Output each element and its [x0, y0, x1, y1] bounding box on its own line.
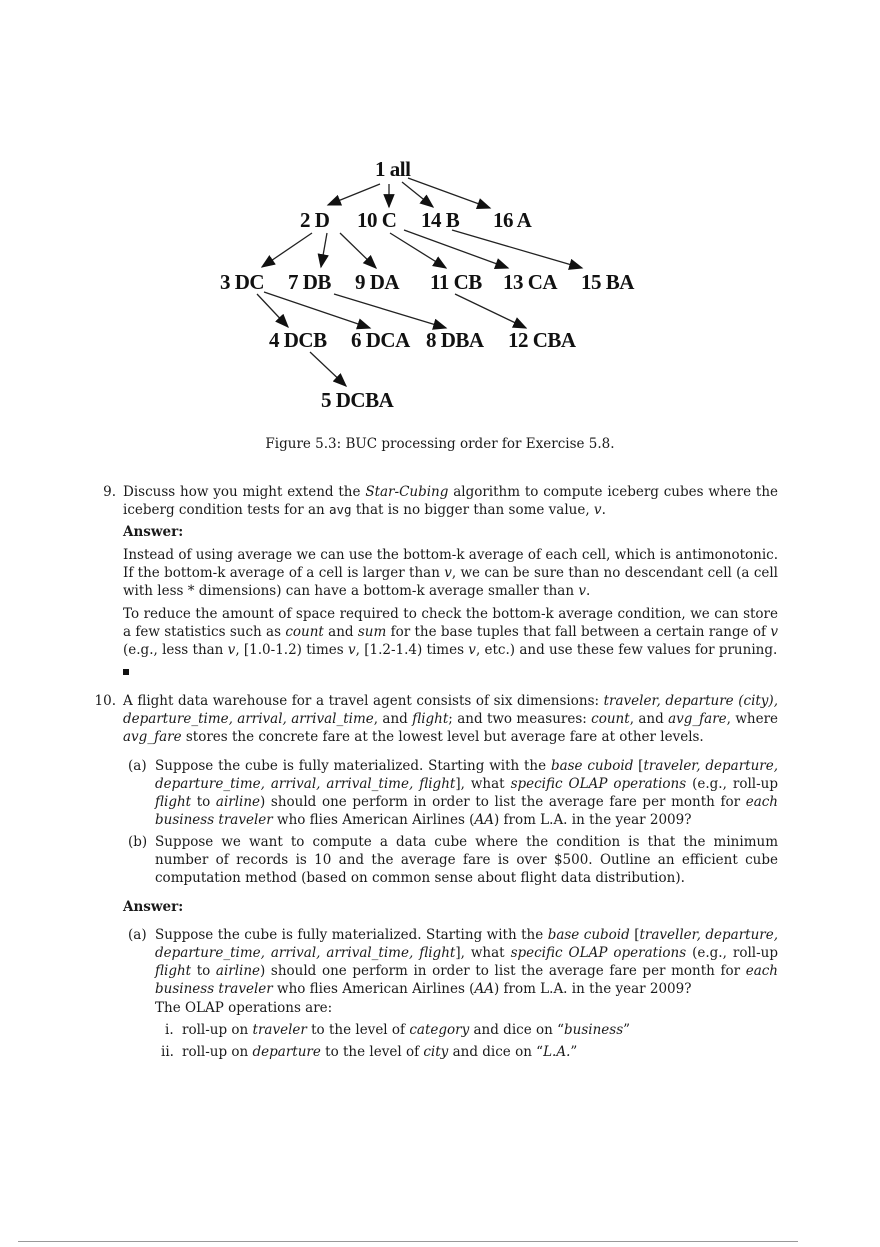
node-a: 16 A	[493, 208, 532, 232]
node-cb: 11 CB	[430, 270, 482, 294]
q10-intro: A flight data warehouse for a travel agent consists of six dimensions: traveler, departure (city), departure_time, arrival, arrival_time, and flight; and two measures: count, and avg_fare, where avg_fare stores the concrete fare at the lowest level but average fare at other levels.	[123, 693, 779, 745]
q9-prompt: Discuss how you might extend the Star-Cubing algorithm to compute iceberg cubes where the iceberg condition tests for an avg that is no bigger than some value, v.	[123, 484, 779, 518]
q10-number: 10.	[94, 693, 116, 709]
q10-answer-label: Answer:	[123, 899, 184, 915]
edge-dc-dca	[264, 292, 370, 328]
edge-cb-cba	[455, 294, 526, 328]
op-i-text: roll-up on traveler to the level of category and dice on “business”	[182, 1022, 631, 1038]
edge-c-cb	[390, 233, 446, 268]
q9-number: 9.	[103, 484, 116, 500]
node-dcba: 5 DCBA	[321, 388, 394, 412]
figure-caption: Figure 5.3: BUC processing order for Exercise 5.8.	[265, 436, 615, 452]
q9-answer-paragraph-1: Instead of using average we can use the bottom-k average of each cell, which is antimonotonic. If the bottom-k average of a cell is larger than v, we can be sure than no descendant cell (a cell with less * dimensions) can have a bottom-k average smaller than v.	[123, 547, 778, 599]
edge-d-db	[321, 233, 327, 267]
node-db: 7 DB	[288, 270, 331, 294]
edge-c-ca	[404, 230, 508, 268]
edge-b-ba	[452, 230, 582, 268]
edge-dcb-dcba	[310, 352, 346, 386]
node-ca: 13 CA	[503, 270, 558, 294]
q10-answer-a-label: (a)	[128, 927, 147, 943]
footer-rule	[18, 1241, 798, 1242]
q9-answer-label: Answer:	[123, 524, 184, 540]
node-d: 2 D	[300, 208, 330, 232]
end-of-answer-mark	[123, 669, 129, 675]
edge-all-d	[328, 184, 380, 205]
op-ii-text: roll-up on departure to the level of city and dice on “L.A.”	[182, 1044, 578, 1060]
q10-part-a-text: Suppose the cube is fully materialized. Starting with the base cuboid [traveler, departure, departure_time, arrival, arrival_time, flight], what specific OLAP operations (e.g., roll-up flight to airline) should one perform in order to list the average fare per month for each business traveler who flies American Airlines (AA) from L.A. in the year 2009?	[155, 758, 779, 828]
edge-all-a	[408, 178, 490, 208]
q9-answer-paragraph-2: To reduce the amount of space required to check the bottom-k average condition, we can store a few statistics such as count and sum for the base tuples that fall between a certain range of v (e.g., less than v, [1.0-1.2) times v, [1.2-1.4) times v, etc.) and use these few values for pruning.	[123, 606, 778, 658]
q10-part-b-text: Suppose we want to compute a data cube where the condition is that the minimum number of records is 10 and the average fare is over $500. Outline an efficient cube computation method (based on common sense about flight data distribution).	[155, 834, 778, 886]
edge-d-da	[340, 233, 376, 268]
op-i-label: i.	[165, 1022, 174, 1038]
node-dba: 8 DBA	[426, 328, 484, 352]
node-b: 14 B	[421, 208, 460, 232]
q10-part-b-label: (b)	[128, 834, 148, 850]
node-dc: 3 DC	[220, 270, 265, 294]
node-c: 10 C	[357, 208, 397, 232]
node-dca: 6 DCA	[351, 328, 410, 352]
node-all: 1 all	[375, 157, 411, 181]
op-ii-label: ii.	[161, 1044, 174, 1060]
q10-part-a-label: (a)	[128, 758, 147, 774]
node-cba: 12 CBA	[508, 328, 576, 352]
olap-operations-intro: The OLAP operations are:	[155, 1000, 333, 1016]
edge-d-dc	[262, 233, 312, 267]
node-dcb: 4 DCB	[269, 328, 327, 352]
q10-answer-a-text: Suppose the cube is fully materialized. Starting with the base cuboid [traveller, departure, departure_time, arrival, arrival_time, flight], what specific OLAP operations (e.g., roll-up flight to airline) should one perform in order to list the average fare per month for each business traveler who flies American Airlines (AA) from L.A. in the year 2009?	[155, 927, 778, 997]
node-ba: 15 BA	[581, 270, 634, 294]
edge-db-dba	[334, 294, 446, 328]
node-da: 9 DA	[355, 270, 400, 294]
